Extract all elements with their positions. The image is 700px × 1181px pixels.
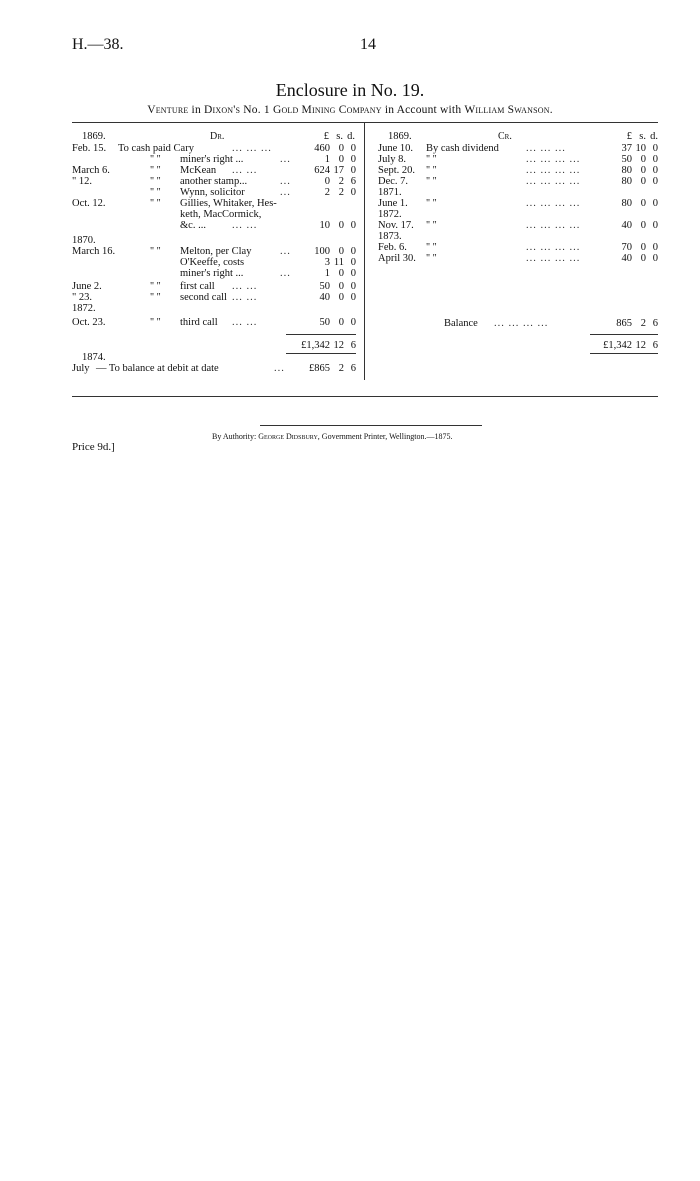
entry-particulars: keth, MacCormick, bbox=[180, 209, 262, 220]
debit-label: Dr. bbox=[210, 131, 225, 142]
debit-final-leader: ... bbox=[274, 363, 285, 374]
entry-pence: 0 bbox=[652, 143, 658, 154]
credit-total-underline bbox=[590, 353, 658, 354]
ditto-mark: " " bbox=[426, 154, 437, 165]
entry-amount bbox=[296, 154, 356, 165]
entry-pence: 0 bbox=[652, 220, 658, 231]
footer-rule bbox=[260, 425, 482, 426]
subtitle-word: in bbox=[191, 104, 201, 116]
dot-leader: ... ... bbox=[232, 317, 258, 328]
entry-amount bbox=[598, 176, 658, 187]
ditto-mark: " " bbox=[426, 165, 437, 176]
entry-amount bbox=[296, 257, 356, 268]
ditto-mark: " " bbox=[150, 281, 161, 292]
debit-total-underline bbox=[286, 353, 356, 354]
entry-date: March 16. bbox=[72, 246, 116, 257]
entry-amount bbox=[296, 268, 356, 279]
credit-balance-pence: 6 bbox=[652, 318, 658, 329]
shilling-heading: s. bbox=[639, 131, 646, 142]
entry-pounds: 100 bbox=[314, 246, 330, 257]
entry-shillings: 0 bbox=[338, 268, 344, 279]
debit-currency-header bbox=[295, 131, 355, 142]
ditto-mark: " " bbox=[150, 246, 161, 257]
entry-pence: 0 bbox=[652, 176, 658, 187]
debit-final-year: 1874. bbox=[82, 352, 106, 363]
entry-pence: 0 bbox=[350, 268, 356, 279]
dot-leader: ... bbox=[280, 187, 291, 198]
entry-shillings: 0 bbox=[640, 154, 646, 165]
ditto-mark: " " bbox=[426, 198, 437, 209]
credit-total bbox=[592, 340, 658, 351]
entry-pounds: 1 bbox=[324, 154, 330, 165]
entry-date: June 2. bbox=[72, 281, 102, 292]
dot-leader: ... bbox=[280, 176, 291, 187]
entry-shillings: 2 bbox=[338, 176, 344, 187]
entry-date: Dec. 7. bbox=[378, 176, 409, 187]
entry-shillings: 17 bbox=[333, 165, 344, 176]
entry-pence: 0 bbox=[652, 253, 658, 264]
entry-amount bbox=[296, 143, 356, 154]
entry-date: March 6. bbox=[72, 165, 110, 176]
entry-pounds: 40 bbox=[319, 292, 330, 303]
dot-leader: ... ... ... ... bbox=[526, 242, 581, 253]
imprint-prefix: By Authority: bbox=[212, 432, 257, 441]
credit-total-pence: 6 bbox=[652, 340, 658, 351]
dot-leader: ... ... bbox=[232, 292, 258, 303]
credit-year: 1869. bbox=[388, 131, 412, 142]
entry-particulars: Wynn, solicitor bbox=[180, 187, 245, 198]
entry-particulars: Gillies, Whitaker, Hes- bbox=[180, 198, 277, 209]
entry-date: 1871. bbox=[378, 187, 402, 198]
entry-amount bbox=[598, 198, 658, 209]
entry-shillings: 0 bbox=[640, 253, 646, 264]
entry-pounds: 50 bbox=[319, 281, 330, 292]
entry-pounds: 1 bbox=[324, 268, 330, 279]
ditto-mark: " " bbox=[150, 154, 161, 165]
entry-date: 1873. bbox=[378, 231, 402, 242]
entry-date: Feb. 6. bbox=[378, 242, 407, 253]
entry-particulars: &c. ... bbox=[180, 220, 206, 231]
entry-pence: 0 bbox=[350, 257, 356, 268]
ditto-mark: " " bbox=[426, 242, 437, 253]
entry-date: " 23. bbox=[72, 292, 93, 303]
entry-pence: 6 bbox=[350, 176, 356, 187]
entry-date: Nov. 17. bbox=[378, 220, 414, 231]
ditto-mark: " " bbox=[426, 220, 437, 231]
entry-date: " 12. bbox=[72, 176, 93, 187]
entry-shillings: 0 bbox=[338, 317, 344, 328]
entry-amount bbox=[598, 220, 658, 231]
entry-amount bbox=[598, 154, 658, 165]
ledger-top-rule bbox=[72, 122, 658, 123]
entry-pounds: 80 bbox=[621, 176, 632, 187]
entry-pounds: 2 bbox=[324, 187, 330, 198]
dot-leader: ... ... ... ... bbox=[526, 220, 581, 231]
price-note: Price 9d.] bbox=[72, 441, 115, 453]
subtitle-word: Venture bbox=[147, 104, 189, 116]
debit-final-date: July bbox=[72, 363, 90, 374]
pence-heading: d. bbox=[347, 131, 355, 142]
credit-total-pounds: £1,342 bbox=[603, 340, 632, 351]
entry-particulars: To cash paid Cary bbox=[118, 143, 194, 154]
entry-particulars: another stamp... bbox=[180, 176, 248, 187]
entry-pounds: 624 bbox=[314, 165, 330, 176]
entry-shillings: 0 bbox=[338, 220, 344, 231]
entry-amount bbox=[296, 281, 356, 292]
entry-shillings: 0 bbox=[640, 242, 646, 253]
credit-balance-label: Balance bbox=[444, 318, 478, 329]
entry-shillings: 11 bbox=[333, 257, 344, 268]
entry-date: June 1. bbox=[378, 198, 408, 209]
entry-shillings: 0 bbox=[640, 220, 646, 231]
dot-leader: ... ... ... ... bbox=[526, 253, 581, 264]
dot-leader: ... ... bbox=[232, 165, 258, 176]
entry-amount bbox=[296, 246, 356, 257]
entry-shillings: 0 bbox=[338, 281, 344, 292]
entry-date: 1872. bbox=[378, 209, 402, 220]
entry-pounds: 50 bbox=[319, 317, 330, 328]
debit-final-pence: 6 bbox=[350, 363, 356, 374]
credit-balance-shillings: 2 bbox=[640, 318, 646, 329]
credit-balance-amount bbox=[598, 318, 658, 329]
entry-pounds: 50 bbox=[621, 154, 632, 165]
entry-shillings: 2 bbox=[338, 187, 344, 198]
credit-label: Cr. bbox=[498, 131, 512, 142]
entry-shillings: 0 bbox=[338, 154, 344, 165]
entry-date: 1870. bbox=[72, 235, 96, 246]
pound-heading: £ bbox=[626, 131, 632, 142]
entry-pounds: 460 bbox=[314, 143, 330, 154]
entry-shillings: 10 bbox=[635, 143, 646, 154]
debit-total-rule bbox=[286, 334, 356, 335]
entry-pence: 0 bbox=[350, 143, 356, 154]
ditto-mark: " " bbox=[150, 187, 161, 198]
entry-pounds: 37 bbox=[621, 143, 632, 154]
dot-leader: ... ... bbox=[232, 281, 258, 292]
entry-pounds: 3 bbox=[324, 257, 330, 268]
debit-final-particulars: — To balance at debit at date bbox=[96, 363, 219, 374]
enclosure-title: Enclosure in No. 19. bbox=[275, 80, 425, 100]
entry-pounds: 40 bbox=[621, 253, 632, 264]
ditto-mark: " " bbox=[150, 165, 161, 176]
credit-currency-header bbox=[598, 131, 658, 142]
dot-leader: ... bbox=[280, 154, 291, 165]
subtitle-word: Dixon's bbox=[203, 104, 241, 116]
entry-pounds: 80 bbox=[621, 165, 632, 176]
dot-leader: ... bbox=[280, 246, 291, 257]
entry-shillings: 0 bbox=[640, 165, 646, 176]
subtitle-word: Gold Mining Company bbox=[272, 104, 382, 116]
subtitle-word: No. 1 bbox=[243, 104, 270, 116]
ditto-mark: " " bbox=[426, 253, 437, 264]
entry-amount bbox=[296, 187, 356, 198]
ditto-mark: " " bbox=[150, 176, 161, 187]
pound-heading: £ bbox=[323, 131, 329, 142]
entry-particulars: second call bbox=[180, 292, 227, 303]
entry-pounds: 70 bbox=[621, 242, 632, 253]
entry-amount bbox=[296, 220, 356, 231]
ledger-bottom-rule bbox=[72, 396, 658, 397]
entry-date: Oct. 12. bbox=[72, 198, 106, 209]
debit-total-shillings: 12 bbox=[333, 340, 344, 351]
entry-pence: 0 bbox=[350, 220, 356, 231]
printer-imprint bbox=[212, 432, 452, 441]
debit-year: 1869. bbox=[82, 131, 106, 142]
entry-date: July 8. bbox=[378, 154, 407, 165]
ditto-mark: " " bbox=[150, 317, 161, 328]
entry-amount bbox=[598, 242, 658, 253]
entry-amount bbox=[296, 176, 356, 187]
entry-date: June 10. bbox=[378, 143, 413, 154]
entry-date: Sept. 20. bbox=[378, 165, 416, 176]
entry-amount bbox=[598, 165, 658, 176]
entry-date: Oct. 23. bbox=[72, 317, 106, 328]
entry-amount bbox=[296, 292, 356, 303]
dot-leader: ... bbox=[280, 268, 291, 279]
entry-particulars: By cash dividend bbox=[426, 143, 499, 154]
entry-shillings: 0 bbox=[338, 292, 344, 303]
imprint-printer: George Didsbury, bbox=[258, 432, 320, 441]
document-reference: H.—38. bbox=[72, 36, 124, 53]
subtitle-word: in Account with bbox=[384, 104, 462, 116]
dot-leader: ... ... ... bbox=[526, 143, 566, 154]
entry-particulars: third call bbox=[180, 317, 218, 328]
debit-final-amount bbox=[292, 363, 356, 374]
credit-balance-pounds: 865 bbox=[616, 318, 632, 329]
entry-pence: 0 bbox=[350, 154, 356, 165]
entry-date: April 30. bbox=[378, 253, 416, 264]
credit-balance-leader: ... ... ... ... bbox=[494, 318, 549, 329]
entry-shillings: 0 bbox=[338, 143, 344, 154]
entry-pence: 0 bbox=[350, 317, 356, 328]
dot-leader: ... ... ... ... bbox=[526, 176, 581, 187]
subtitle-word: William Swanson. bbox=[464, 104, 553, 116]
debit-total-pence: 6 bbox=[350, 340, 356, 351]
dot-leader: ... ... ... bbox=[232, 143, 272, 154]
entry-pence: 0 bbox=[652, 242, 658, 253]
shilling-heading: s. bbox=[336, 131, 343, 142]
entry-pence: 0 bbox=[350, 165, 356, 176]
pence-heading: d. bbox=[650, 131, 658, 142]
entry-pounds: 0 bbox=[324, 176, 330, 187]
entry-particulars: first call bbox=[180, 281, 215, 292]
dot-leader: ... ... ... ... bbox=[526, 198, 581, 209]
entry-pence: 0 bbox=[652, 154, 658, 165]
imprint-rest: Government Printer, Wellington.—1875. bbox=[321, 432, 453, 441]
entry-amount bbox=[296, 165, 356, 176]
entry-pence: 0 bbox=[350, 187, 356, 198]
credit-total-rule bbox=[590, 334, 658, 335]
page-number: 14 bbox=[360, 36, 376, 53]
entry-pounds: 10 bbox=[319, 220, 330, 231]
entry-amount bbox=[296, 317, 356, 328]
dot-leader: ... ... bbox=[232, 220, 258, 231]
entry-shillings: 0 bbox=[640, 176, 646, 187]
entry-particulars: O'Keeffe, costs bbox=[180, 257, 245, 268]
debit-final-shillings: 2 bbox=[338, 363, 344, 374]
entry-pence: 0 bbox=[652, 165, 658, 176]
entry-pence: 0 bbox=[350, 292, 356, 303]
entry-amount bbox=[598, 143, 658, 154]
dot-leader: ... ... ... ... bbox=[526, 154, 581, 165]
ditto-mark: " " bbox=[150, 198, 161, 209]
entry-shillings: 0 bbox=[338, 246, 344, 257]
entry-shillings: 0 bbox=[640, 198, 646, 209]
entry-amount bbox=[598, 253, 658, 264]
entry-particulars: McKean bbox=[180, 165, 217, 176]
entry-pence: 0 bbox=[652, 198, 658, 209]
entry-date: Feb. 15. bbox=[72, 143, 107, 154]
entry-pence: 0 bbox=[350, 281, 356, 292]
ledger-center-rule bbox=[364, 122, 365, 380]
entry-pounds: 80 bbox=[621, 198, 632, 209]
entry-particulars: miner's right ... bbox=[180, 154, 244, 165]
debit-final-pounds: £865 bbox=[309, 363, 330, 374]
credit-total-shillings: 12 bbox=[635, 340, 646, 351]
entry-particulars: miner's right ... bbox=[180, 268, 244, 279]
entry-pounds: 40 bbox=[621, 220, 632, 231]
ditto-mark: " " bbox=[426, 176, 437, 187]
entry-pence: 0 bbox=[350, 246, 356, 257]
account-subtitle bbox=[0, 104, 700, 116]
dot-leader: ... ... ... ... bbox=[526, 165, 581, 176]
entry-particulars: Melton, per Clay bbox=[180, 246, 252, 257]
debit-total bbox=[290, 340, 356, 351]
entry-date: 1872. bbox=[72, 303, 96, 314]
ditto-mark: " " bbox=[150, 292, 161, 303]
debit-total-pounds: £1,342 bbox=[301, 340, 330, 351]
